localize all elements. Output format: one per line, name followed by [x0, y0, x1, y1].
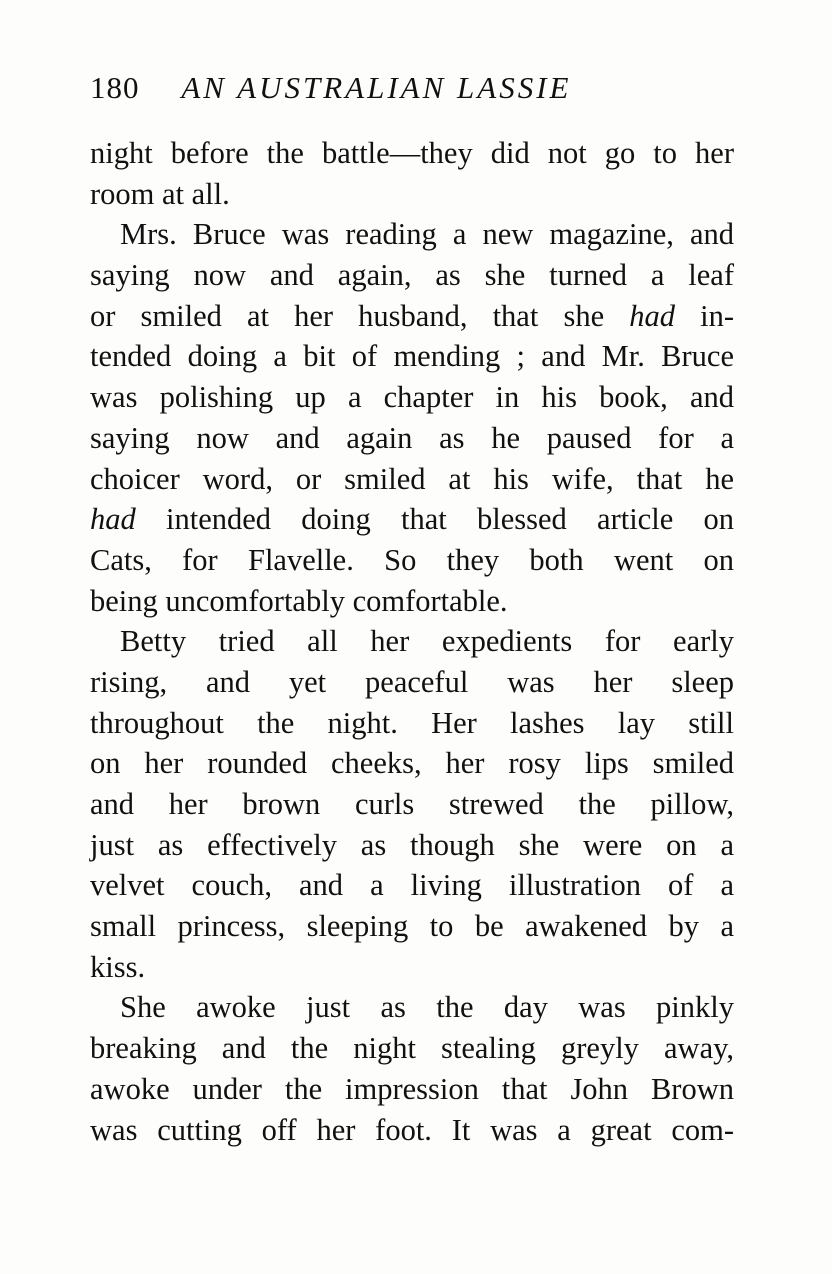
text-line: being uncomfortably comfortable.: [90, 583, 508, 618]
text-line: Mrs. Bruce was reading a new magazine, and: [120, 217, 734, 252]
text-line: was cutting off her foot. It was a great com-: [90, 1112, 734, 1147]
text-line: velvet couch, and a living illustration of a: [90, 868, 734, 903]
text-line: She awoke just as the day was pinkly: [120, 990, 734, 1025]
text-line: breaking and the night stealing greyly away,: [90, 1031, 734, 1066]
running-title: AN AUSTRALIAN LASSIE: [181, 70, 572, 105]
text-line: saying now and again as he paused for a: [90, 420, 734, 455]
text-line: night before the battle—they did not go to her: [90, 136, 734, 170]
text-line: just as effectively as though she were on a: [90, 827, 734, 862]
text-line: tended doing a bit of mending ; and Mr. Bruce: [90, 339, 734, 374]
text-line: throughout the night. Her lashes lay still: [90, 705, 734, 740]
text-line: rising, and yet peaceful was her sleep: [90, 664, 734, 699]
page-number: 180: [90, 70, 140, 105]
text-line: kiss.: [90, 949, 146, 984]
text-line: awoke under the impression that John Brown: [90, 1071, 734, 1106]
text-line: Betty tried all her expedients for early: [120, 624, 734, 659]
text-line: small princess, sleeping to be awakened by a: [90, 909, 734, 944]
text-line: and her brown curls strewed the pillow,: [90, 787, 734, 821]
text-line-segment: or smiled at her husband, that she: [90, 298, 630, 333]
text-line: Cats, for Flavelle. So they both went on: [90, 542, 734, 577]
text-line: saying now and again, as she turned a leaf: [90, 258, 734, 293]
text-line: was polishing up a chapter in his book, and: [90, 380, 734, 415]
running-header: [90, 70, 750, 114]
text-line: room at all.: [90, 176, 230, 211]
text-line-segment: in-: [674, 298, 734, 333]
text-line: choicer word, or smiled at his wife, that he: [90, 461, 734, 496]
text-line: on her rounded cheeks, her rosy lips smiled: [90, 746, 734, 781]
italic-emphasis: had: [629, 298, 675, 333]
text-line-segment: intended doing that blessed article on: [135, 502, 734, 537]
text-line: [90, 499, 734, 540]
italic-emphasis: had: [90, 502, 136, 537]
text-line: [90, 296, 734, 337]
body-text: [90, 133, 734, 1150]
